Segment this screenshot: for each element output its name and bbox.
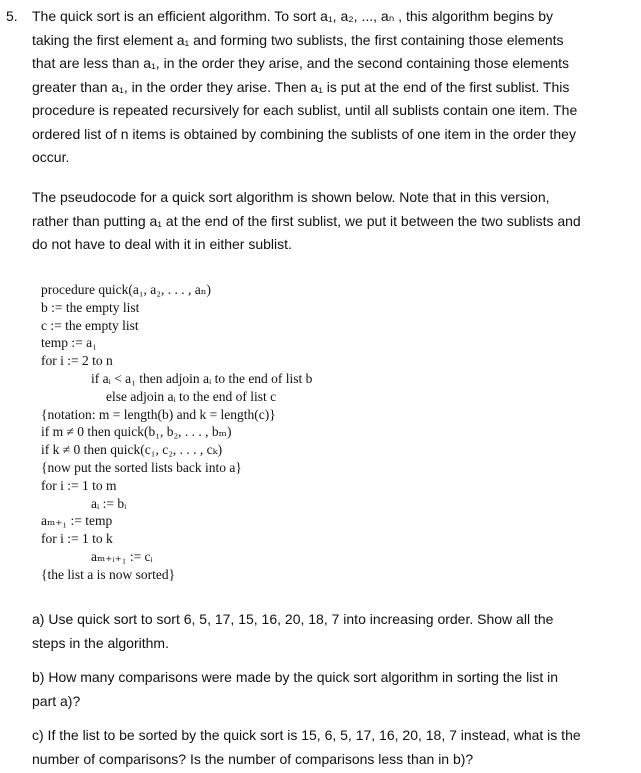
problem-intro (32, 5, 617, 170)
intro-line: The quick sort is an efficient algorithm. To sort a₁, a₂, ..., aₙ , this algorithm begins by (32, 8, 554, 24)
pseudocode-block (41, 281, 312, 584)
intro-line: procedure is repeated recursively for each sublist, until all sublists contain one item. The (32, 102, 578, 118)
pseudocode-intro (32, 186, 617, 257)
code-line: if k ≠ 0 then quick(c₁, c₂, . . . , cₖ) (41, 442, 223, 458)
code-line: {notation: m = length(b) and k = length(c)} (41, 406, 276, 422)
code-line: b := the empty list (41, 299, 140, 315)
intro-line: occur. (32, 149, 70, 165)
code-line: else adjoin aᵢ to the end of list c (106, 388, 277, 404)
question-line: steps in the algorithm. (32, 634, 169, 651)
question-a (32, 608, 617, 655)
question-line: b) How many comparisons were made by the quick sort algorithm in sorting the list in (32, 669, 558, 685)
code-line: for i := 2 to n (41, 353, 113, 369)
code-line: temp := a₁ (41, 335, 97, 351)
code-line: if aᵢ < a₁ then adjoin aᵢ to the end of list b (91, 370, 313, 386)
question-c (32, 724, 617, 771)
code-line: if m ≠ 0 then quick(b₁, b₂, . . . , bₘ) (41, 424, 232, 440)
question-line: a) Use quick sort to sort 6, 5, 17, 15, 16, 20, 18, 7 into increasing order. Show all the (32, 611, 554, 627)
problem-number: 5. (6, 8, 18, 24)
intro-line: that are less than a₁, in the order they arise, and the second containing those elements (32, 55, 570, 71)
code-line: aₘ₊ᵢ₊₁ := cᵢ (91, 548, 153, 564)
intro-line: greater than a₁, in the order they arise. Then a₁ is put at the end of the first sublist. This (32, 78, 570, 95)
code-line: {now put the sorted lists back into a} (41, 459, 242, 475)
code-line: for i := 1 to m (41, 477, 117, 493)
question-b (32, 666, 617, 713)
code-line: aᵢ := bᵢ (91, 495, 127, 511)
intro-line: taking the first element a₁ and forming two sublists, the first containing those elements (32, 31, 564, 48)
code-line: for i := 1 to k (41, 531, 113, 547)
code-line: aₘ₊₁ := temp (41, 513, 113, 529)
pseudo-intro-line: rather than putting a₁ at the end of the first sublist, we put it between the two sublists and (32, 212, 581, 229)
pseudo-intro-line: do not have to deal with it in either sublist. (32, 236, 292, 252)
code-line: {the list a is now sorted} (41, 566, 176, 582)
question-line: c) If the list to be sorted by the quick sort is 15, 6, 5, 17, 16, 20, 18, 7 instead, what is the (32, 727, 581, 743)
pseudo-intro-line: The pseudocode for a quick sort algorithm is shown below. Note that in this version, (32, 189, 550, 205)
code-line: c := the empty list (41, 317, 139, 333)
question-line: number of comparisons? Is the number of comparisons less than in b)? (32, 750, 474, 767)
intro-line: ordered list of n items is obtained by combining the sublists of one item in the order they (32, 125, 576, 142)
question-line: part a)? (32, 692, 81, 709)
code-line: procedure quick(a₁, a₂, . . . , aₙ) (41, 282, 212, 297)
